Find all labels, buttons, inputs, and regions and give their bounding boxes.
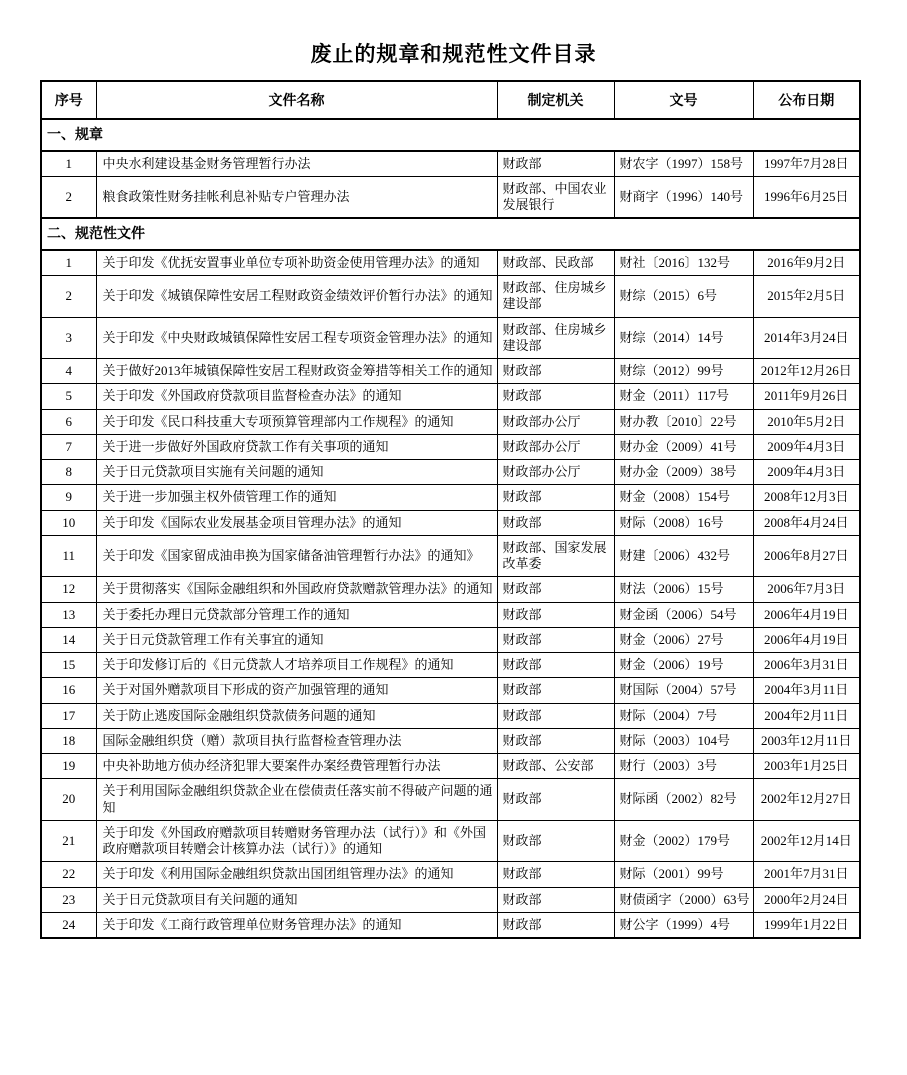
documents-table-body xyxy=(41,119,860,938)
table-row xyxy=(41,460,860,485)
cell-seq: 15 xyxy=(41,653,96,678)
cell-seq: 7 xyxy=(41,434,96,459)
cell-agency: 财政部 xyxy=(497,577,614,602)
table-row xyxy=(41,535,860,577)
table-row xyxy=(41,754,860,779)
cell-doc-number: 财办金（2009）41号 xyxy=(614,434,753,459)
column-header-doc-number: 文号 xyxy=(614,81,753,119)
table-row xyxy=(41,510,860,535)
cell-seq: 3 xyxy=(41,317,96,359)
cell-doc-number: 财综（2015）6号 xyxy=(614,276,753,318)
cell-doc-name: 粮食政策性财务挂帐利息补贴专户管理办法 xyxy=(96,176,497,218)
cell-doc-name: 关于印发修订后的《日元贷款人才培养项目工作规程》的通知 xyxy=(96,653,497,678)
table-row xyxy=(41,176,860,218)
cell-seq: 13 xyxy=(41,602,96,627)
cell-doc-name: 中央补助地方侦办经济犯罪大要案件办案经费管理暂行办法 xyxy=(96,754,497,779)
table-row xyxy=(41,653,860,678)
cell-doc-name: 关于印发《国际农业发展基金项目管理办法》的通知 xyxy=(96,510,497,535)
cell-date: 2016年9月2日 xyxy=(753,250,860,276)
column-header-doc-name: 文件名称 xyxy=(96,81,497,119)
cell-doc-number: 财际函（2002）82号 xyxy=(614,779,753,821)
cell-seq: 11 xyxy=(41,535,96,577)
table-row xyxy=(41,276,860,318)
cell-agency: 财政部、国家发展改革委 xyxy=(497,535,614,577)
cell-doc-name: 关于对国外赠款项目下形成的资产加强管理的通知 xyxy=(96,678,497,703)
cell-date: 2006年8月27日 xyxy=(753,535,860,577)
cell-doc-name: 关于日元贷款项目有关问题的通知 xyxy=(96,887,497,912)
cell-seq: 21 xyxy=(41,820,96,862)
table-row xyxy=(41,912,860,938)
cell-date: 2004年3月11日 xyxy=(753,678,860,703)
column-header-date: 公布日期 xyxy=(753,81,860,119)
cell-seq: 14 xyxy=(41,627,96,652)
cell-doc-name: 关于做好2013年城镇保障性安居工程财政资金筹措等相关工作的通知 xyxy=(96,359,497,384)
cell-date: 2002年12月27日 xyxy=(753,779,860,821)
cell-agency: 财政部 xyxy=(497,653,614,678)
cell-doc-number: 财综（2012）99号 xyxy=(614,359,753,384)
cell-date: 2001年7月31日 xyxy=(753,862,860,887)
cell-date: 2009年4月3日 xyxy=(753,460,860,485)
table-row xyxy=(41,728,860,753)
cell-agency: 财政部、中国农业发展银行 xyxy=(497,176,614,218)
cell-seq: 12 xyxy=(41,577,96,602)
cell-date: 2003年12月11日 xyxy=(753,728,860,753)
cell-agency: 财政部 xyxy=(497,820,614,862)
cell-seq: 19 xyxy=(41,754,96,779)
cell-doc-name: 关于委托办理日元贷款部分管理工作的通知 xyxy=(96,602,497,627)
cell-doc-name: 关于印发《工商行政管理单位财务管理办法》的通知 xyxy=(96,912,497,938)
cell-doc-name: 关于印发《中央财政城镇保障性安居工程专项资金管理办法》的通知 xyxy=(96,317,497,359)
table-row xyxy=(41,627,860,652)
page-title: 废止的规章和规范性文件目录 xyxy=(310,43,597,66)
table-row xyxy=(41,577,860,602)
cell-date: 2002年12月14日 xyxy=(753,820,860,862)
column-header-agency: 制定机关 xyxy=(497,81,614,119)
cell-doc-number: 财际（2004）7号 xyxy=(614,703,753,728)
cell-date: 2006年4月19日 xyxy=(753,602,860,627)
cell-seq: 8 xyxy=(41,460,96,485)
cell-agency: 财政部、民政部 xyxy=(497,250,614,276)
cell-agency: 财政部 xyxy=(497,862,614,887)
cell-doc-name: 关于防止逃废国际金融组织贷款债务问题的通知 xyxy=(96,703,497,728)
cell-doc-number: 财金（2006）27号 xyxy=(614,627,753,652)
cell-doc-number: 财行（2003）3号 xyxy=(614,754,753,779)
cell-doc-name: 关于印发《国家留成油串换为国家储备油管理暂行办法》的通知》 xyxy=(96,535,497,577)
cell-date: 2006年4月19日 xyxy=(753,627,860,652)
cell-agency: 财政部 xyxy=(497,678,614,703)
cell-doc-name: 关于印发《外国政府贷款项目监督检查办法》的通知 xyxy=(96,384,497,409)
cell-seq: 24 xyxy=(41,912,96,938)
documents-table xyxy=(40,80,861,939)
section-label: 二、规范性文件 xyxy=(41,218,860,250)
cell-seq: 20 xyxy=(41,779,96,821)
cell-agency: 财政部 xyxy=(497,779,614,821)
cell-doc-name: 关于印发《民口科技重大专项预算管理部内工作规程》的通知 xyxy=(96,409,497,434)
cell-agency: 财政部 xyxy=(497,151,614,177)
cell-seq: 6 xyxy=(41,409,96,434)
cell-doc-number: 财债函字（2000）63号 xyxy=(614,887,753,912)
cell-seq: 10 xyxy=(41,510,96,535)
cell-doc-number: 财国际（2004）57号 xyxy=(614,678,753,703)
table-row xyxy=(41,887,860,912)
table-row xyxy=(41,384,860,409)
cell-doc-name: 关于贯彻落实《国际金融组织和外国政府贷款赠款管理办法》的通知 xyxy=(96,577,497,602)
table-row xyxy=(41,409,860,434)
cell-doc-number: 财法（2006）15号 xyxy=(614,577,753,602)
table-row xyxy=(41,485,860,510)
table-row xyxy=(41,602,860,627)
cell-agency: 财政部、住房城乡建设部 xyxy=(497,317,614,359)
cell-date: 2011年9月26日 xyxy=(753,384,860,409)
cell-seq: 16 xyxy=(41,678,96,703)
cell-doc-number: 财金（2011）117号 xyxy=(614,384,753,409)
cell-date: 2008年4月24日 xyxy=(753,510,860,535)
cell-doc-name: 关于进一步做好外国政府贷款工作有关事项的通知 xyxy=(96,434,497,459)
cell-agency: 财政部办公厅 xyxy=(497,460,614,485)
cell-doc-number: 财金函（2006）54号 xyxy=(614,602,753,627)
cell-seq: 4 xyxy=(41,359,96,384)
cell-doc-number: 财金（2006）19号 xyxy=(614,653,753,678)
cell-doc-number: 财际（2001）99号 xyxy=(614,862,753,887)
cell-agency: 财政部 xyxy=(497,602,614,627)
cell-agency: 财政部 xyxy=(497,912,614,938)
cell-doc-number: 财际（2003）104号 xyxy=(614,728,753,753)
cell-agency: 财政部办公厅 xyxy=(497,409,614,434)
cell-doc-name: 关于进一步加强主权外债管理工作的通知 xyxy=(96,485,497,510)
cell-doc-name: 关于印发《优抚安置事业单位专项补助资金使用管理办法》的通知 xyxy=(96,250,497,276)
table-row xyxy=(41,703,860,728)
cell-doc-number: 财农字（1997）158号 xyxy=(614,151,753,177)
cell-doc-name: 关于利用国际金融组织贷款企业在偿债责任落实前不得破产问题的通知 xyxy=(96,779,497,821)
cell-agency: 财政部 xyxy=(497,887,614,912)
table-row xyxy=(41,151,860,177)
cell-doc-name: 关于印发《外国政府赠款项目转赠财务管理办法（试行）》和《外国政府赠款项目转赠会计核算办法（试行）》的通知 xyxy=(96,820,497,862)
cell-doc-number: 财金（2002）179号 xyxy=(614,820,753,862)
cell-doc-number: 财金（2008）154号 xyxy=(614,485,753,510)
cell-doc-name: 关于印发《利用国际金融组织贷款出国团组管理办法》的通知 xyxy=(96,862,497,887)
table-row xyxy=(41,359,860,384)
cell-doc-name: 国际金融组织贷（赠）款项目执行监督检查管理办法 xyxy=(96,728,497,753)
cell-doc-number: 财商字（1996）140号 xyxy=(614,176,753,218)
cell-date: 2000年2月24日 xyxy=(753,887,860,912)
cell-agency: 财政部 xyxy=(497,485,614,510)
cell-doc-name: 中央水利建设基金财务管理暂行办法 xyxy=(96,151,497,177)
cell-doc-number: 财办教〔2010〕22号 xyxy=(614,409,753,434)
cell-seq: 1 xyxy=(41,151,96,177)
section-row xyxy=(41,218,860,250)
cell-date: 2008年12月3日 xyxy=(753,485,860,510)
cell-date: 2015年2月5日 xyxy=(753,276,860,318)
header-row xyxy=(41,81,860,119)
section-label: 一、规章 xyxy=(41,119,860,151)
cell-doc-number: 财公字（1999）4号 xyxy=(614,912,753,938)
cell-date: 2004年2月11日 xyxy=(753,703,860,728)
cell-date: 2010年5月2日 xyxy=(753,409,860,434)
cell-doc-name: 关于日元贷款管理工作有关事宜的通知 xyxy=(96,627,497,652)
cell-doc-number: 财社〔2016〕132号 xyxy=(614,250,753,276)
cell-agency: 财政部、公安部 xyxy=(497,754,614,779)
section-row xyxy=(41,119,860,151)
cell-seq: 5 xyxy=(41,384,96,409)
cell-date: 2009年4月3日 xyxy=(753,434,860,459)
cell-agency: 财政部 xyxy=(497,627,614,652)
table-row xyxy=(41,678,860,703)
table-row xyxy=(41,250,860,276)
cell-agency: 财政部 xyxy=(497,703,614,728)
cell-date: 1997年7月28日 xyxy=(753,151,860,177)
cell-date: 2006年3月31日 xyxy=(753,653,860,678)
cell-doc-number: 财建〔2006）432号 xyxy=(614,535,753,577)
table-header xyxy=(41,81,860,119)
cell-date: 2014年3月24日 xyxy=(753,317,860,359)
cell-seq: 2 xyxy=(41,276,96,318)
cell-agency: 财政部、住房城乡建设部 xyxy=(497,276,614,318)
cell-agency: 财政部 xyxy=(497,384,614,409)
cell-seq: 22 xyxy=(41,862,96,887)
cell-seq: 18 xyxy=(41,728,96,753)
cell-seq: 1 xyxy=(41,250,96,276)
column-header-seq: 序号 xyxy=(41,81,96,119)
table-row xyxy=(41,434,860,459)
cell-agency: 财政部办公厅 xyxy=(497,434,614,459)
table-row xyxy=(41,779,860,821)
cell-date: 1996年6月25日 xyxy=(753,176,860,218)
table-row xyxy=(41,820,860,862)
cell-date: 2012年12月26日 xyxy=(753,359,860,384)
table-row xyxy=(41,862,860,887)
cell-doc-name: 关于印发《城镇保障性安居工程财政资金绩效评价暂行办法》的通知 xyxy=(96,276,497,318)
cell-agency: 财政部 xyxy=(497,510,614,535)
table-row xyxy=(41,317,860,359)
cell-seq: 17 xyxy=(41,703,96,728)
cell-seq: 2 xyxy=(41,176,96,218)
cell-date: 1999年1月22日 xyxy=(753,912,860,938)
cell-doc-number: 财际（2008）16号 xyxy=(614,510,753,535)
cell-agency: 财政部 xyxy=(497,359,614,384)
cell-doc-number: 财办金（2009）38号 xyxy=(614,460,753,485)
cell-seq: 9 xyxy=(41,485,96,510)
cell-date: 2006年7月3日 xyxy=(753,577,860,602)
cell-agency: 财政部 xyxy=(497,728,614,753)
cell-seq: 23 xyxy=(41,887,96,912)
cell-doc-name: 关于日元贷款项目实施有关问题的通知 xyxy=(96,460,497,485)
cell-date: 2003年1月25日 xyxy=(753,754,860,779)
cell-doc-number: 财综（2014）14号 xyxy=(614,317,753,359)
